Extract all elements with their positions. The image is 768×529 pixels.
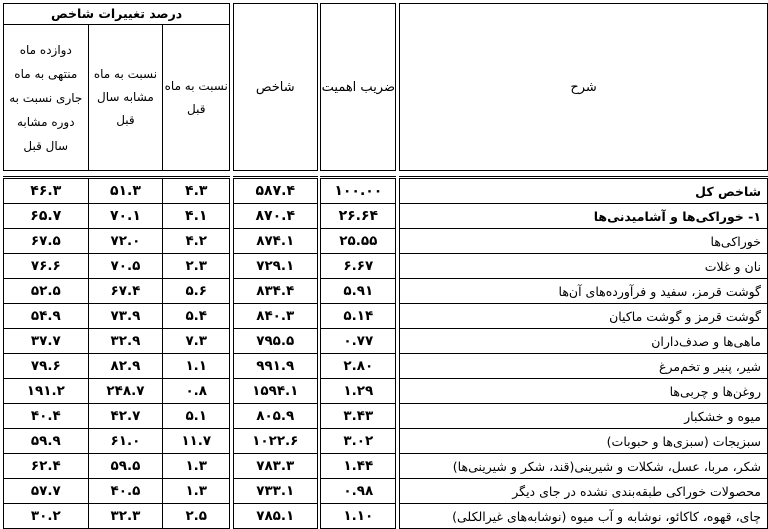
header-12m: دوازده ماه منتهی به ماه جاری نسبت به دوره مشابه سال قبل xyxy=(4,25,89,171)
table-row xyxy=(4,429,768,454)
row-mom: ۵.۱ xyxy=(163,404,230,429)
row-12m: ۷۹.۶ xyxy=(4,354,89,379)
row-12m: ۵۹.۹ xyxy=(4,429,89,454)
row-yoy: ۲۴۸.۷ xyxy=(88,379,163,404)
row-desc: نان و غلات xyxy=(400,254,768,279)
row-weight: ۶.۶۷ xyxy=(321,254,396,279)
row-mom: ۰.۸ xyxy=(163,379,230,404)
row-weight: ۱.۴۴ xyxy=(321,454,396,479)
row-weight: ۰.۹۸ xyxy=(321,479,396,504)
row-desc: شاخص کل xyxy=(400,178,768,204)
row-mom: ۱.۳ xyxy=(163,454,230,479)
row-index: ۷۸۵.۱ xyxy=(234,504,317,529)
row-mom: ۲.۳ xyxy=(163,254,230,279)
row-mom: ۵.۴ xyxy=(163,304,230,329)
row-mom: ۱.۱ xyxy=(163,354,230,379)
table-row xyxy=(4,229,768,254)
row-yoy: ۳۲.۹ xyxy=(88,329,163,354)
row-weight: ۵.۹۱ xyxy=(321,279,396,304)
row-yoy: ۶۷.۴ xyxy=(88,279,163,304)
row-yoy: ۷۰.۱ xyxy=(88,204,163,229)
row-yoy: ۳۲.۳ xyxy=(88,504,163,529)
row-desc: شکر، مربا، عسل، شکلات و شیرینی‌(قند، شکر و شیرینی‌ها) xyxy=(400,454,768,479)
row-desc: روغن‌ها و چربی‌ها xyxy=(400,379,768,404)
table-row xyxy=(4,304,768,329)
row-index: ۸۳۴.۴ xyxy=(234,279,317,304)
row-12m: ۱۹۱.۲ xyxy=(4,379,89,404)
table-body xyxy=(4,171,768,529)
header-mom: نسبت به ماه قبل xyxy=(163,25,230,171)
row-mom: ۱۱.۷ xyxy=(163,429,230,454)
row-desc: چای، قهوه، کاکائو، نوشابه و آب میوه (نوشابه‌های غیرالکلی) xyxy=(400,504,768,529)
row-12m: ۶۷.۵ xyxy=(4,229,89,254)
header-index: شاخص xyxy=(234,4,317,171)
row-index: ۱۰۲۲.۶ xyxy=(234,429,317,454)
table-row xyxy=(4,329,768,354)
table-row xyxy=(4,504,768,529)
row-weight: ۱.۱۰ xyxy=(321,504,396,529)
row-mom: ۴.۲ xyxy=(163,229,230,254)
table-row xyxy=(4,404,768,429)
row-yoy: ۶۱.۰ xyxy=(88,429,163,454)
row-desc: گوشت قرمز، سفید و فرآورده‌های آن‌ها xyxy=(400,279,768,304)
table-row xyxy=(4,204,768,229)
row-12m: ۶۵.۷ xyxy=(4,204,89,229)
row-weight: ۳.۴۳ xyxy=(321,404,396,429)
row-12m: ۳۷.۷ xyxy=(4,329,89,354)
row-weight: ۲۶.۶۴ xyxy=(321,204,396,229)
row-mom: ۱.۳ xyxy=(163,479,230,504)
header-weight: ضریب اهمیت xyxy=(321,4,396,171)
table-row xyxy=(4,279,768,304)
row-desc: میوه و خشکبار xyxy=(400,404,768,429)
row-12m: ۴۶.۳ xyxy=(4,178,89,204)
row-mom: ۲.۵ xyxy=(163,504,230,529)
row-weight: ۱.۲۹ xyxy=(321,379,396,404)
header-desc: شرح xyxy=(400,4,768,171)
table-row xyxy=(4,479,768,504)
row-mom: ۴.۳ xyxy=(163,178,230,204)
row-yoy: ۵۱.۳ xyxy=(88,178,163,204)
row-desc: ماهی‌ها و صدف‌داران xyxy=(400,329,768,354)
table-row xyxy=(4,254,768,279)
row-12m: ۵۴.۹ xyxy=(4,304,89,329)
row-12m: ۵۷.۷ xyxy=(4,479,89,504)
row-mom: ۵.۶ xyxy=(163,279,230,304)
row-desc: سبزیجات (سبزی‌ها و حبوبات) xyxy=(400,429,768,454)
row-yoy: ۸۲.۹ xyxy=(88,354,163,379)
row-index: ۹۹۱.۹ xyxy=(234,354,317,379)
row-desc: خوراکی‌ها xyxy=(400,229,768,254)
row-yoy: ۷۳.۹ xyxy=(88,304,163,329)
row-weight: ۵.۱۴ xyxy=(321,304,396,329)
row-index: ۱۵۹۴.۱ xyxy=(234,379,317,404)
cpi-table-container xyxy=(3,3,768,529)
row-yoy: ۷۰.۵ xyxy=(88,254,163,279)
row-desc: گوشت قرمز و گوشت ماکیان xyxy=(400,304,768,329)
row-mom: ۷.۳ xyxy=(163,329,230,354)
row-index: ۷۹۵.۵ xyxy=(234,329,317,354)
row-12m: ۵۲.۵ xyxy=(4,279,89,304)
table-row xyxy=(4,379,768,404)
table-row xyxy=(4,178,768,204)
header-yoy: نسبت به ماه مشابه سال قبل xyxy=(88,25,163,171)
table-row xyxy=(4,454,768,479)
row-yoy: ۴۰.۵ xyxy=(88,479,163,504)
row-mom: ۴.۱ xyxy=(163,204,230,229)
row-weight: ۲۵.۵۵ xyxy=(321,229,396,254)
row-12m: ۶۲.۴ xyxy=(4,454,89,479)
header-group-title: درصد تغییرات شاخص xyxy=(4,4,230,25)
row-12m: ۴۰.۴ xyxy=(4,404,89,429)
row-index: ۵۸۷.۴ xyxy=(234,178,317,204)
row-index: ۸۷۴.۱ xyxy=(234,229,317,254)
row-weight: ۲.۸۰ xyxy=(321,354,396,379)
row-weight: ۰.۷۷ xyxy=(321,329,396,354)
row-12m: ۳۰.۲ xyxy=(4,504,89,529)
row-12m: ۷۶.۶ xyxy=(4,254,89,279)
row-weight: ۱۰۰.۰۰ xyxy=(321,178,396,204)
row-index: ۷۸۳.۳ xyxy=(234,454,317,479)
row-yoy: ۵۹.۵ xyxy=(88,454,163,479)
row-index: ۷۳۳.۱ xyxy=(234,479,317,504)
row-desc: ۱- خوراکی‌ها و آشامیدنی‌ها xyxy=(400,204,768,229)
row-index: ۷۲۹.۱ xyxy=(234,254,317,279)
row-yoy: ۷۲.۰ xyxy=(88,229,163,254)
row-weight: ۳.۰۲ xyxy=(321,429,396,454)
row-index: ۸۷۰.۴ xyxy=(234,204,317,229)
row-index: ۸۴۰.۳ xyxy=(234,304,317,329)
row-desc: محصولات خوراکی طبقه‌بندی نشده در جای دیگر xyxy=(400,479,768,504)
row-desc: شیر، پنیر و تخم‌مرغ xyxy=(400,354,768,379)
cpi-table xyxy=(3,3,768,529)
row-index: ۸۰۵.۹ xyxy=(234,404,317,429)
row-yoy: ۴۲.۷ xyxy=(88,404,163,429)
table-row xyxy=(4,354,768,379)
